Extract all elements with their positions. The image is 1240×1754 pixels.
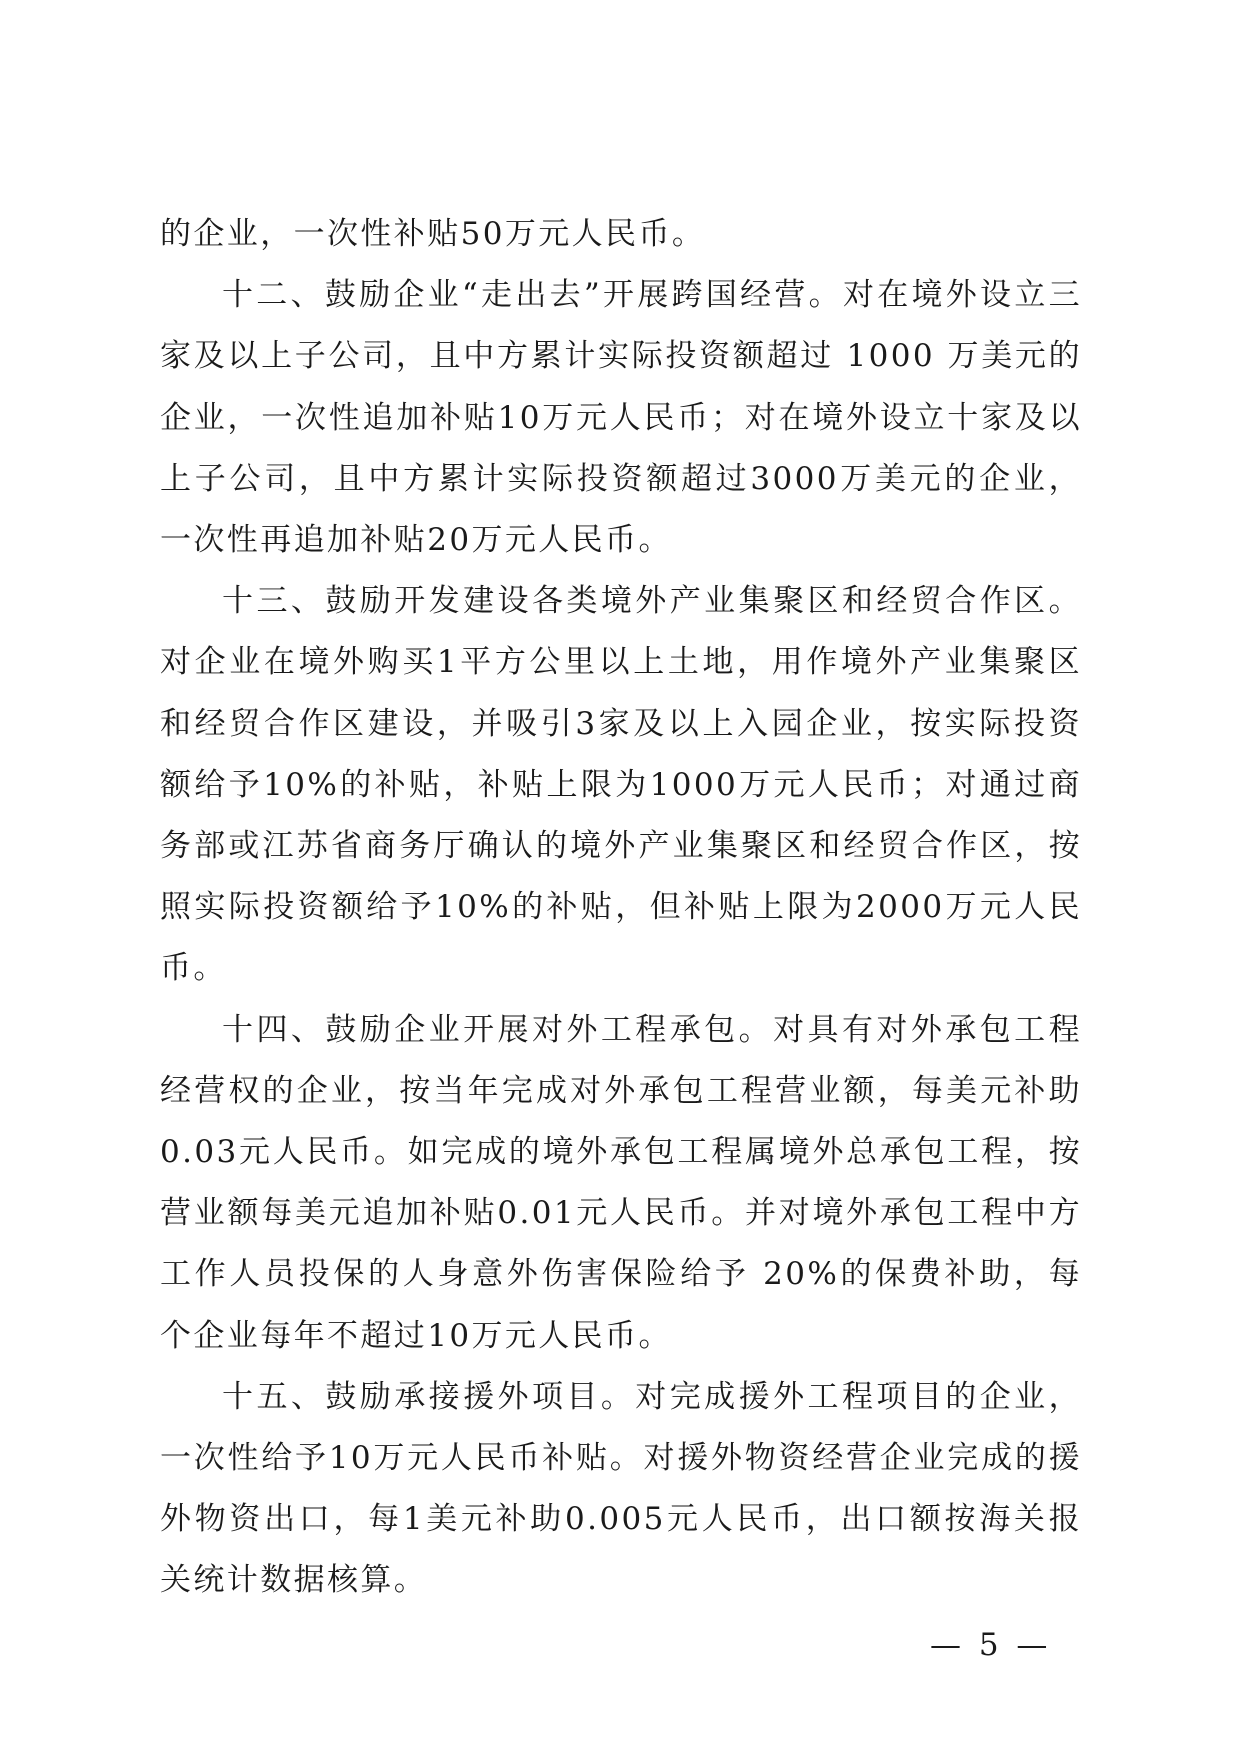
paragraph-item-13: 十三、鼓励开发建设各类境外产业集聚区和经贸合作区。对企业在境外购买1平方公里以上土地，用作境外产业集聚区和经贸合作区建设，并吸引3家及以上入园企业，按实际投资额给予10%的补贴，补贴上限为1000万元人民币；对通过商务部或江苏省商务厅确认的境外产业集聚区和经贸合作区，按照实际投资额给予10%的补贴，但补贴上限为2000万元人民币。 <box>160 583 1082 987</box>
paragraph-item-12: 十二、鼓励企业“走出去”开展跨国经营。对在境外设立三家及以上子公司，且中方累计实际投资额超过 1000 万美元的企业，一次性追加补贴10万元人民币；对在境外设立十家及以上子公司，且中方累计实际投资额超过3000万美元的企业，一次性再追加补贴20万元人民币。 <box>160 277 1082 559</box>
paragraph-item-15: 十五、鼓励承接援外项目。对完成援外工程项目的企业，一次性给予10万元人民币补贴。对援外物资经营企业完成的援外物资出口，每1美元补助0.005元人民币，出口额按海关报关统计数据核算。 <box>160 1378 1082 1599</box>
paragraph-continuation: 的企业，一次性补贴50万元人民币。 <box>160 216 706 252</box>
paragraph-item-14: 十四、鼓励企业开展对外工程承包。对具有对外承包工程经营权的企业，按当年完成对外承包工程营业额，每美元补助0.03元人民币。如完成的境外承包工程属境外总承包工程，按营业额每美元追加补贴0.01元人民币。并对境外承包工程中方工作人员投保的人身意外伤害保险给予 20%的保费补助，每个企业每年不超过10万元人民币。 <box>160 1011 1082 1354</box>
body-text <box>160 204 1082 1612</box>
page-number: — 5 — <box>930 1627 1052 1663</box>
